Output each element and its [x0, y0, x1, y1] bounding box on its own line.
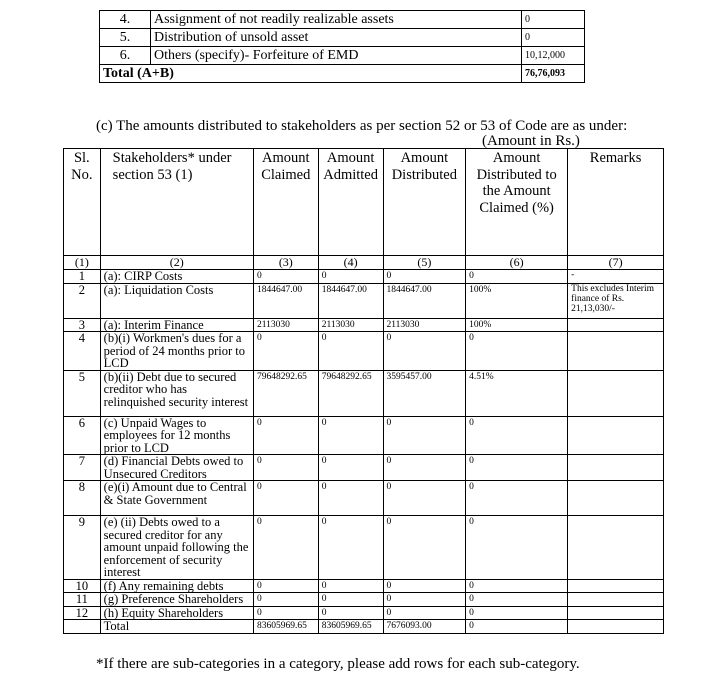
summary-desc: Distribution of unsold asset — [151, 29, 522, 47]
table-row — [64, 579, 664, 593]
row-stakeholder: (h) Equity Shareholders — [100, 606, 253, 620]
row-remarks — [568, 481, 664, 516]
row-amount-admitted: 0 — [318, 579, 383, 593]
row-amount-admitted: 0 — [318, 516, 383, 580]
row-amount-claimed: 0 — [253, 332, 318, 371]
row-sl-no — [64, 620, 101, 634]
row-sl-no: 4 — [64, 332, 101, 371]
table-row — [64, 481, 664, 516]
table-row — [64, 416, 664, 455]
summary-sn: 5. — [100, 29, 151, 47]
table-row — [64, 370, 664, 416]
column-number: (3) — [253, 256, 318, 270]
row-remarks — [568, 516, 664, 580]
row-remarks — [568, 620, 664, 634]
row-amount-admitted: 0 — [318, 481, 383, 516]
row-amount-distributed: 1844647.00 — [383, 283, 466, 318]
row-percentage: 100% — [466, 318, 568, 332]
column-number: (6) — [466, 256, 568, 270]
row-sl-no: 8 — [64, 481, 101, 516]
row-stakeholder: (d) Financial Debts owed to Unsecured Creditors — [100, 455, 253, 481]
row-remarks — [568, 455, 664, 481]
row-amount-claimed: 83605969.65 — [253, 620, 318, 634]
summary-total-label: Total (A+B) — [100, 65, 522, 83]
row-amount-distributed: 0 — [383, 455, 466, 481]
row-stakeholder: (b)(ii) Debt due to secured creditor who has relinquished security interest — [100, 370, 253, 416]
row-stakeholder: (e)(i) Amount due to Central & State Government — [100, 481, 253, 516]
section-heading: (c) The amounts distributed to stakeholders as per section 52 or 53 of Code are as under: — [96, 118, 628, 134]
row-sl-no: 5 — [64, 370, 101, 416]
row-sl-no: 10 — [64, 579, 101, 593]
row-amount-claimed: 2113030 — [253, 318, 318, 332]
row-amount-admitted: 0 — [318, 332, 383, 371]
summary-value: 10,12,000 — [522, 47, 585, 65]
column-number: (7) — [568, 256, 664, 270]
row-sl-no: 2 — [64, 283, 101, 318]
row-amount-claimed: 0 — [253, 579, 318, 593]
header-distributed: Amount Distributed — [383, 149, 466, 256]
table-row — [100, 29, 585, 47]
row-remarks — [568, 593, 664, 607]
row-percentage: 0 — [466, 270, 568, 284]
row-remarks: This excludes Interim finance of Rs. 21,13,030/- — [568, 283, 664, 318]
table-row — [64, 593, 664, 607]
row-amount-admitted: 0 — [318, 593, 383, 607]
row-amount-admitted: 0 — [318, 416, 383, 455]
row-amount-admitted: 79648292.65 — [318, 370, 383, 416]
row-amount-claimed: 0 — [253, 270, 318, 284]
row-percentage: 0 — [466, 332, 568, 371]
summary-value: 0 — [522, 29, 585, 47]
table-row — [64, 283, 664, 318]
row-amount-admitted: 2113030 — [318, 318, 383, 332]
row-amount-claimed: 0 — [253, 455, 318, 481]
table-row — [64, 516, 664, 580]
header-claimed: Amount Claimed — [253, 149, 318, 256]
row-amount-claimed: 0 — [253, 416, 318, 455]
column-number-row — [64, 256, 664, 270]
row-amount-distributed: 0 — [383, 481, 466, 516]
row-amount-claimed: 0 — [253, 516, 318, 580]
row-stakeholder: (e) (ii) Debts owed to a secured creditor for any amount unpaid following the enforcement of security interest — [100, 516, 253, 580]
header-admitted: Amount Admitted — [318, 149, 383, 256]
summary-value: 0 — [522, 11, 585, 29]
row-remarks — [568, 370, 664, 416]
row-remarks — [568, 416, 664, 455]
row-sl-no: 1 — [64, 270, 101, 284]
column-number: (2) — [100, 256, 253, 270]
row-sl-no: 12 — [64, 606, 101, 620]
row-amount-admitted: 1844647.00 — [318, 283, 383, 318]
row-amount-admitted: 0 — [318, 606, 383, 620]
table-row — [64, 270, 664, 284]
footnote: *If there are sub-categories in a category, please add rows for each sub-category. — [96, 656, 580, 672]
row-amount-distributed: 3595457.00 — [383, 370, 466, 416]
row-sl-no: 6 — [64, 416, 101, 455]
header-percentage: Amount Distributed to the Amount Claimed (%) — [466, 149, 568, 256]
amount-unit: (Amount in Rs.) — [482, 133, 580, 149]
row-amount-distributed: 7676093.00 — [383, 620, 466, 634]
row-percentage: 0 — [466, 606, 568, 620]
row-amount-admitted: 0 — [318, 270, 383, 284]
row-stakeholder: (a): Interim Finance — [100, 318, 253, 332]
summary-sn: 6. — [100, 47, 151, 65]
row-amount-admitted: 83605969.65 — [318, 620, 383, 634]
column-number: (5) — [383, 256, 466, 270]
row-percentage: 0 — [466, 620, 568, 634]
summary-table — [99, 10, 585, 83]
row-amount-distributed: 0 — [383, 606, 466, 620]
header-row — [64, 149, 664, 256]
table-row — [100, 65, 585, 83]
row-amount-claimed: 1844647.00 — [253, 283, 318, 318]
row-percentage: 0 — [466, 416, 568, 455]
row-percentage: 4.51% — [466, 370, 568, 416]
row-percentage: 0 — [466, 579, 568, 593]
table-row — [100, 11, 585, 29]
header-stakeholders: Stakeholders* under section 53 (1) — [100, 149, 253, 256]
row-sl-no: 11 — [64, 593, 101, 607]
row-amount-claimed: 0 — [253, 481, 318, 516]
summary-total-value: 76,76,093 — [522, 65, 585, 83]
table-row — [64, 455, 664, 481]
row-remarks — [568, 332, 664, 371]
table-row — [64, 318, 664, 332]
row-stakeholder: Total — [100, 620, 253, 634]
table-row — [64, 620, 664, 634]
row-percentage: 0 — [466, 593, 568, 607]
distribution-table — [63, 148, 664, 634]
table-row — [64, 606, 664, 620]
summary-sn: 4. — [100, 11, 151, 29]
row-amount-distributed: 0 — [383, 270, 466, 284]
row-percentage: 0 — [466, 455, 568, 481]
row-stakeholder: (a): CIRP Costs — [100, 270, 253, 284]
row-sl-no: 3 — [64, 318, 101, 332]
row-stakeholder: (c) Unpaid Wages to employees for 12 months prior to LCD — [100, 416, 253, 455]
row-sl-no: 9 — [64, 516, 101, 580]
column-number: (4) — [318, 256, 383, 270]
row-stakeholder: (b)(i) Workmen's dues for a period of 24 months prior to LCD — [100, 332, 253, 371]
row-amount-distributed: 0 — [383, 579, 466, 593]
header-sl: Sl. No. — [64, 149, 101, 256]
row-sl-no: 7 — [64, 455, 101, 481]
row-amount-distributed: 0 — [383, 332, 466, 371]
row-stakeholder: (f) Any remaining debts — [100, 579, 253, 593]
row-amount-claimed: 0 — [253, 606, 318, 620]
row-amount-distributed: 0 — [383, 516, 466, 580]
summary-desc: Others (specify)- Forfeiture of EMD — [151, 47, 522, 65]
header-remarks: Remarks — [568, 149, 664, 256]
row-amount-distributed: 0 — [383, 593, 466, 607]
summary-desc: Assignment of not readily realizable assets — [151, 11, 522, 29]
row-percentage: 100% — [466, 283, 568, 318]
row-amount-claimed: 0 — [253, 593, 318, 607]
row-percentage: 0 — [466, 516, 568, 580]
column-number: (1) — [64, 256, 101, 270]
row-percentage: 0 — [466, 481, 568, 516]
row-stakeholder: (a): Liquidation Costs — [100, 283, 253, 318]
row-stakeholder: (g) Preference Shareholders — [100, 593, 253, 607]
table-row — [100, 47, 585, 65]
row-remarks: - — [568, 270, 664, 284]
row-remarks — [568, 579, 664, 593]
row-amount-claimed: 79648292.65 — [253, 370, 318, 416]
row-amount-distributed: 2113030 — [383, 318, 466, 332]
row-remarks — [568, 318, 664, 332]
table-row — [64, 332, 664, 371]
row-remarks — [568, 606, 664, 620]
row-amount-distributed: 0 — [383, 416, 466, 455]
row-amount-admitted: 0 — [318, 455, 383, 481]
